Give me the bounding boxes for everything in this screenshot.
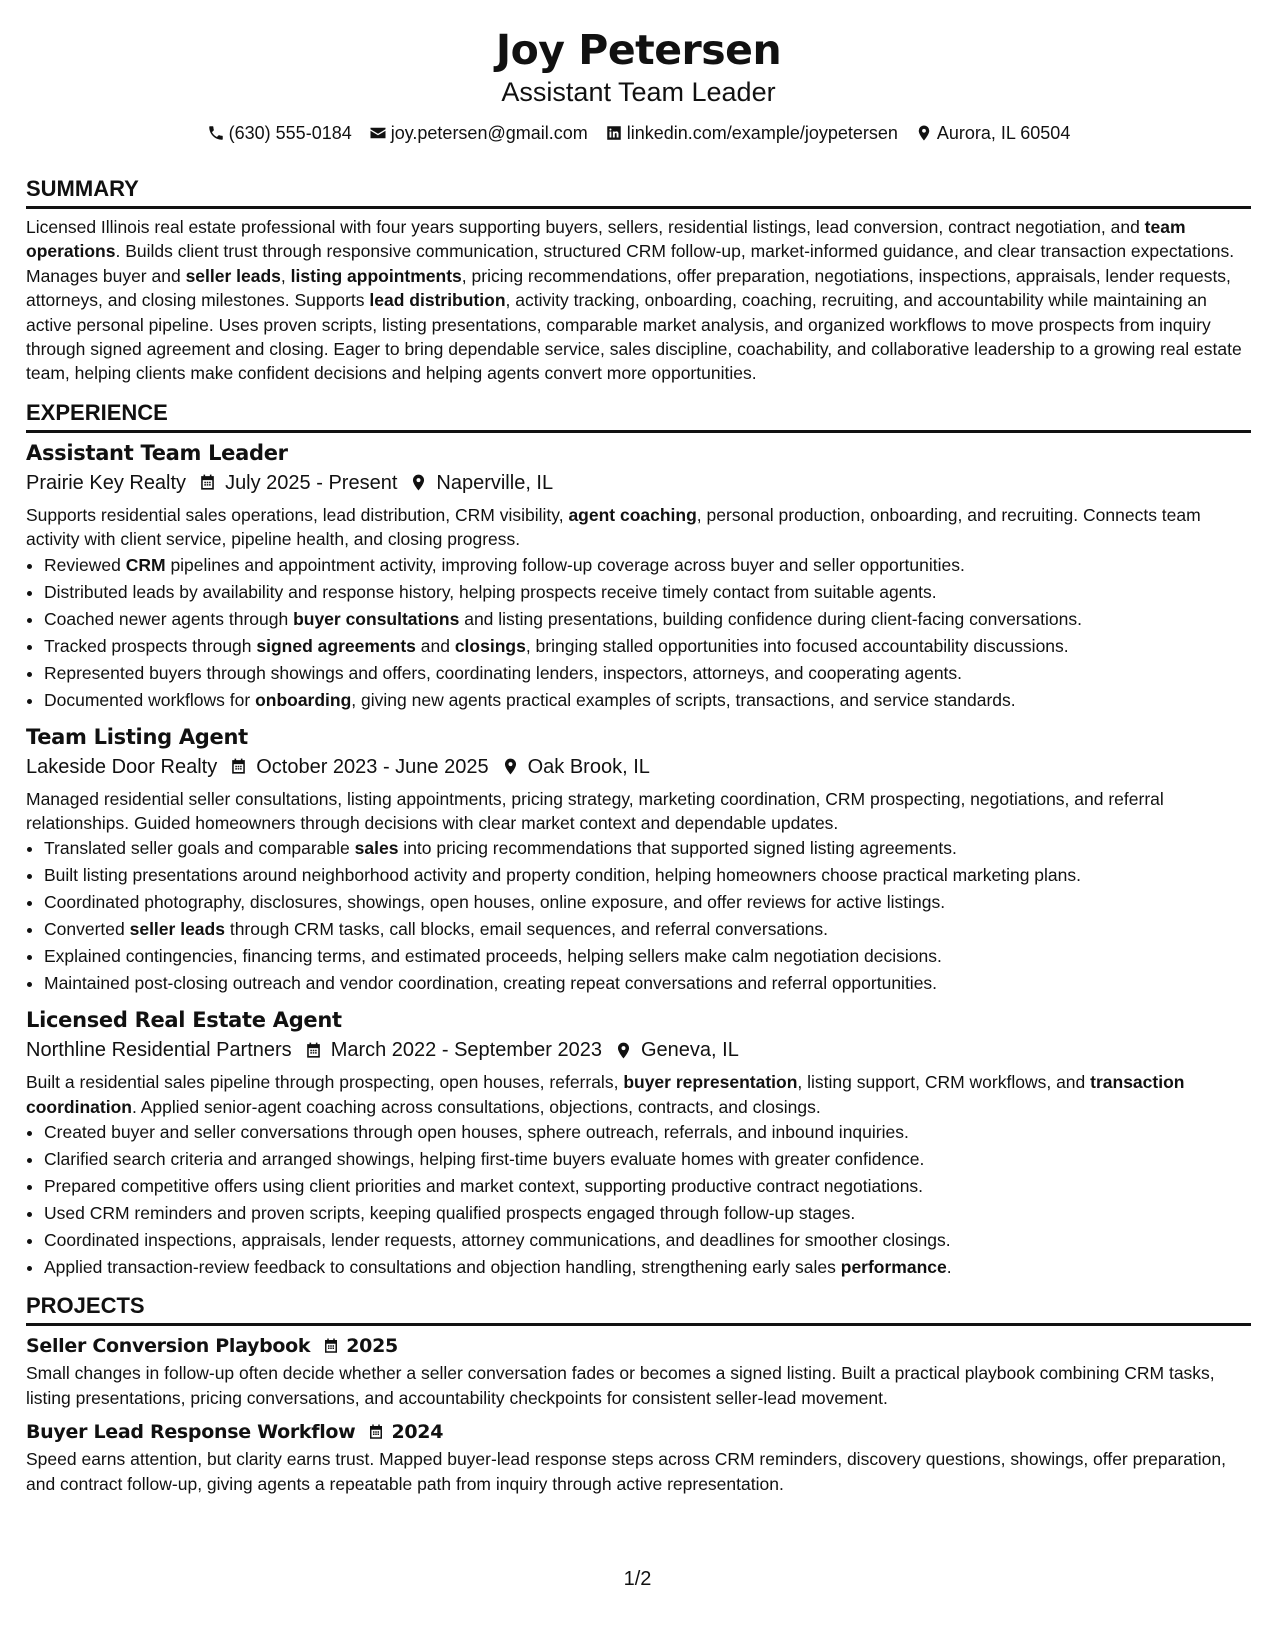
list-item (44, 1254, 1251, 1281)
experience-section (26, 400, 1251, 1281)
text-run: through CRM tasks, call blocks, email sequences, and referral conversations. (224, 919, 829, 940)
contact-location-text: Aurora, IL 60504 (936, 123, 1071, 143)
list-item (44, 1119, 1251, 1146)
calendar-icon-wrap (198, 473, 217, 492)
map-pin-icon-wrap (614, 1041, 633, 1060)
resume-page (26, 0, 1251, 1496)
calendar-icon (304, 1041, 323, 1060)
job-dates: March 2022 - September 2023 (330, 1039, 602, 1062)
list-item (44, 943, 1251, 970)
text-run: Translated seller goals and comparable (44, 838, 355, 859)
job-bullets (26, 1119, 1251, 1281)
text-run: . (946, 1257, 952, 1278)
list-item (44, 579, 1251, 606)
text-run: and (415, 635, 455, 656)
text-run: and listing presentations, building confidence during client-facing conversations. (459, 608, 1082, 629)
text-run: Converted (44, 919, 130, 940)
text-run: Applied transaction-review feedback to consultations and objection handling, strengthening early sales (44, 1257, 841, 1278)
contact-linkedin-text[interactable]: linkedin.com/example/joypetersen (626, 123, 898, 143)
text-run: Clarified search criteria and arranged showings, helping first-time buyers evaluate homes with greater confidence. (44, 1149, 925, 1170)
list-item (44, 970, 1251, 997)
job-location: Oak Brook, IL (527, 755, 650, 778)
map-pin-icon (614, 1041, 633, 1060)
text-run: Created buyer and seller conversations through open houses, sphere outreach, referrals, and inbound inquiries. (44, 1122, 909, 1143)
project-entry (26, 1419, 1251, 1496)
text-run: , activity tracking, onboarding, coaching, recruiting, and accountability while maintaining an active personal pipeline. Uses proven scripts, listing presentations, comparable market analysis, and organized workflows to move prospects from inquiry through signed agreement and closing. Eager to bring dependable service, sales discipline, coachability, and collaborative leadership to a growing real estate team, helping clients make confident decisions and helping agents convert more opportunities. (26, 290, 1242, 384)
list-item (44, 633, 1251, 660)
job-bullets (26, 835, 1251, 997)
contact-email[interactable] (369, 121, 588, 145)
list-item (44, 1227, 1251, 1254)
job-list (26, 439, 1251, 1281)
bold-text: listing appointments (290, 265, 462, 286)
phone-icon (207, 124, 225, 142)
bold-text: team operations (26, 217, 1186, 262)
project-year: 2025 (346, 1335, 398, 1358)
job-company: Lakeside Door Realty (26, 755, 218, 778)
summary-section (26, 176, 1251, 386)
bold-text: CRM (125, 554, 166, 575)
envelope-icon (369, 124, 387, 142)
job-dates: October 2023 - June 2025 (256, 755, 489, 778)
contact-location (915, 121, 1070, 145)
project-entry (26, 1333, 1251, 1410)
calendar-icon-wrap (229, 757, 248, 776)
bold-text: seller leads (129, 919, 225, 940)
text-run: Coordinated photography, disclosures, showings, open houses, online exposure, and offer reviews for active listings. (44, 892, 946, 913)
calendar-icon (229, 757, 248, 776)
section-divider (26, 430, 1251, 433)
calendar-icon (322, 1337, 340, 1355)
bold-text: sales (354, 838, 399, 859)
job-meta (26, 1036, 1251, 1064)
map-pin-icon (915, 124, 933, 142)
map-pin-icon (501, 757, 520, 776)
text-run: , bringing stalled opportunities into focused accountability discussions. (525, 635, 1069, 656)
job-entry (26, 439, 1251, 714)
job-summary (26, 503, 1251, 552)
text-run: Used CRM reminders and proven scripts, keeping qualified prospects engaged through follow-up stages. (44, 1203, 856, 1224)
section-divider (26, 1323, 1251, 1326)
list-item (44, 1173, 1251, 1200)
list-item (44, 835, 1251, 862)
job-entry (26, 1006, 1251, 1281)
projects-section (26, 1293, 1251, 1496)
calendar-icon-wrap (304, 1041, 323, 1060)
job-summary (26, 787, 1251, 836)
job-title: Licensed Real Estate Agent (26, 1008, 342, 1033)
bold-text: buyer representation (623, 1072, 798, 1093)
text-run: Prepared competitive offers using client priorities and market context, supporting productive contract negotiations. (44, 1176, 924, 1197)
candidate-name: Joy Petersen (495, 26, 782, 74)
text-run: Built a residential sales pipeline through prospecting, open houses, referrals, (26, 1072, 624, 1093)
job-entry (26, 723, 1251, 998)
text-run: , (280, 265, 291, 286)
job-title: Assistant Team Leader (26, 440, 288, 465)
candidate-role: Assistant Team Leader (501, 77, 776, 107)
list-item (44, 889, 1251, 916)
bold-text: agent coaching (568, 504, 697, 525)
text-run: Coordinated inspections, appraisals, lender requests, attorney communications, and deadlines for smoother closings. (44, 1230, 951, 1251)
list-item (44, 1146, 1251, 1173)
contact-phone-text: (630) 555-0184 (228, 123, 352, 143)
project-year: 2024 (391, 1421, 444, 1444)
job-title: Team Listing Agent (26, 724, 248, 749)
contact-info (26, 121, 1251, 145)
project-list (26, 1333, 1251, 1496)
text-run: Explained contingencies, financing terms, and estimated proceeds, helping sellers make calm negotiation decisions. (44, 946, 942, 967)
project-title: Seller Conversion Playbook (26, 1335, 311, 1358)
text-run: . Builds client trust through responsive communication, structured CRM follow-up, market-informed guidance, and clear transaction expectations. Manages buyer and (26, 241, 1235, 286)
section-divider (26, 206, 1251, 209)
bold-text: closings (454, 635, 526, 656)
bold-text: signed agreements (256, 635, 416, 656)
list-item (44, 862, 1251, 889)
text-run: pipelines and appointment activity, improving follow-up coverage across buyer and seller opportunities. (165, 554, 965, 575)
text-run: into pricing recommendations that supported signed listing agreements. (398, 838, 957, 859)
job-company: Prairie Key Realty (26, 471, 187, 494)
list-item (44, 660, 1251, 687)
project-description: Speed earns attention, but clarity earns trust. Mapped buyer-lead response steps across CRM reminders, discovery questions, showings, offer preparation, and contract follow-up, giving agents a repeatable path from inquiry through active representation. (26, 1449, 1227, 1494)
text-run: Represented buyers through showings and offers, coordinating lenders, inspectors, attorneys, and cooperating agents. (44, 662, 963, 683)
map-pin-icon-wrap (501, 757, 520, 776)
text-run: , pricing recommendations, offer preparation, negotiations, inspections, appraisals, lender requests, attorneys, and closing milestones. Supports (26, 265, 1231, 311)
text-run: Built listing presentations around neighborhood activity and property condition, helping homeowners choose practical marketing plans. (44, 865, 1082, 886)
bold-text: transaction coordination (26, 1072, 1185, 1117)
text-run: , personal production, onboarding, and recruiting. Connects team activity with client service, pipeline health, and closing progress. (26, 504, 1201, 550)
job-meta (26, 469, 1251, 497)
list-item (44, 916, 1251, 943)
text-run: Maintained post-closing outreach and vendor coordination, creating repeat conversations and referral opportunities. (44, 973, 938, 994)
bold-text: performance (840, 1257, 947, 1278)
job-dates: July 2025 - Present (225, 471, 398, 494)
text-run: Managed residential seller consultations, listing appointments, pricing strategy, marketing coordination, CRM prospecting, negotiations, and referral relationships. Guided homeowners through decisions with clear market context and dependable updates. (26, 788, 1164, 834)
section-title-summary: SUMMARY (26, 176, 139, 201)
text-run: Documented workflows for (44, 689, 256, 710)
project-title: Buyer Lead Response Workflow (26, 1421, 356, 1444)
section-title-projects: PROJECTS (26, 1293, 145, 1319)
text-run: Supports residential sales operations, lead distribution, CRM visibility, (26, 504, 569, 525)
text-run: Distributed leads by availability and response history, helping prospects receive timely contact from suitable agents. (44, 581, 937, 602)
bold-text: onboarding (255, 689, 352, 710)
map-pin-icon-wrap (409, 473, 428, 492)
list-item (44, 552, 1251, 579)
section-title-experience: EXPERIENCE (26, 399, 168, 425)
text-run: Licensed Illinois real estate professional with four years supporting buyers, sellers, residential listings, lead conversion, contract negotiation, and (26, 217, 1145, 237)
calendar-icon (198, 473, 217, 492)
contact-linkedin[interactable] (605, 121, 898, 145)
bold-text: buyer consultations (293, 608, 460, 629)
project-title-row (26, 1419, 1251, 1445)
job-location: Geneva, IL (640, 1039, 739, 1062)
calendar-icon (367, 1423, 385, 1441)
text-run: , listing support, CRM workflows, and (797, 1072, 1091, 1093)
page-number: 1/2 (623, 1568, 652, 1590)
job-summary (26, 1070, 1251, 1119)
job-bullets (26, 552, 1251, 714)
resume-header (26, 24, 1251, 145)
bold-text: seller leads (185, 265, 281, 286)
list-item (44, 1200, 1251, 1227)
project-title-row (26, 1333, 1251, 1359)
bold-text: lead distribution (369, 290, 506, 311)
list-item (44, 687, 1251, 714)
linkedin-icon (605, 124, 623, 142)
list-item (44, 606, 1251, 633)
text-run: Reviewed (44, 554, 126, 575)
contact-phone (207, 121, 352, 145)
job-meta (26, 753, 1251, 781)
map-pin-icon (409, 473, 428, 492)
summary-text (26, 215, 1251, 386)
contact-email-text[interactable]: joy.petersen@gmail.com (390, 123, 588, 143)
job-location: Naperville, IL (436, 471, 554, 494)
job-company: Northline Residential Partners (26, 1039, 292, 1062)
text-run: , giving new agents practical examples of scripts, transactions, and service standards. (351, 689, 1016, 710)
project-description: Small changes in follow-up often decide whether a seller conversation fades or becomes a signed listing. Built a practical playbook combining CRM tasks, listing presentations, pricing conversations, and accountability checkpoints for consistent seller-lead movement. (26, 1363, 1215, 1408)
text-run: . Applied senior-agent coaching across consultations, objections, contracts, and closings. (131, 1096, 821, 1117)
text-run: Tracked prospects through (44, 635, 257, 656)
text-run: Coached newer agents through (44, 608, 294, 629)
